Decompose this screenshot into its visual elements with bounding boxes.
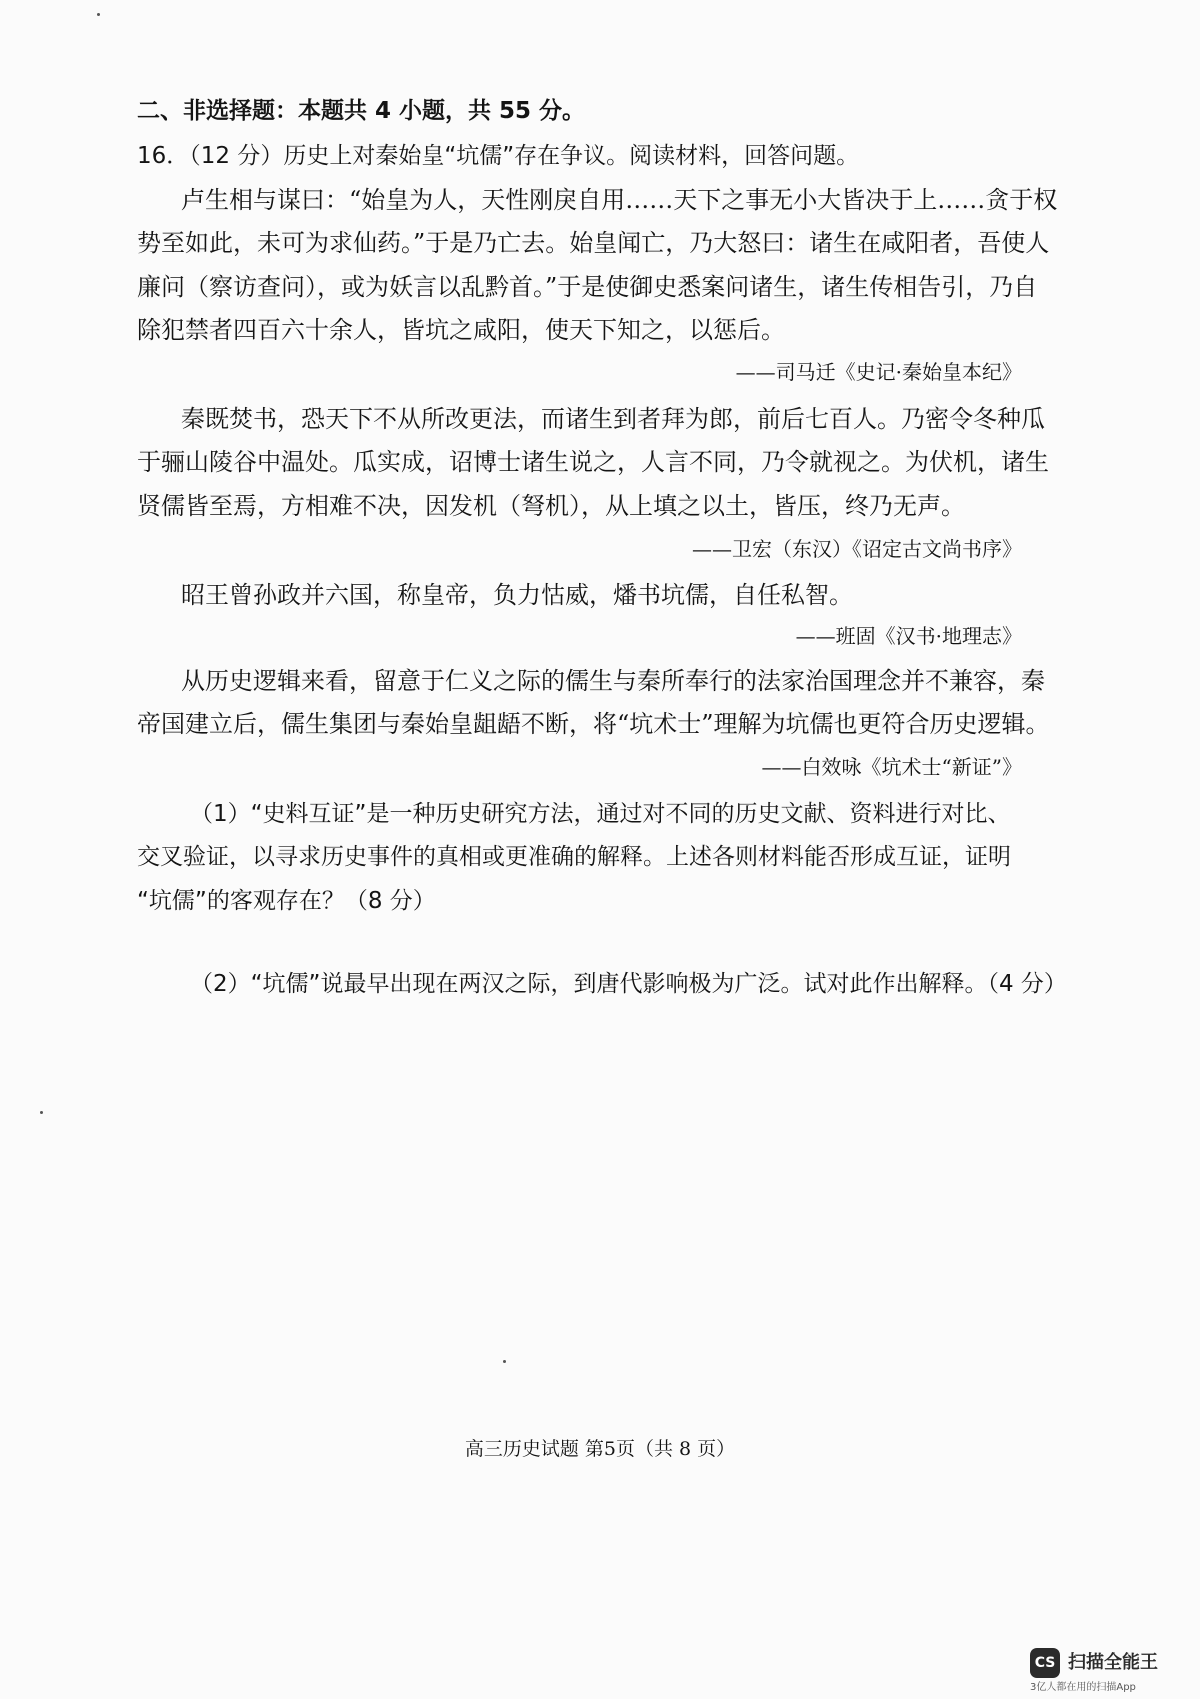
- material-line: 卢生相与谋曰：“始皇为人，天性刚戾自用……天下之事无小大皆决于上……贪于权: [181, 186, 1058, 214]
- section-heading: 二、非选择题：本题共 4 小题，共 55 分。: [137, 98, 586, 124]
- sub-question-line: 交叉验证，以寻求历史事件的真相或更准确的解释。上述各则材料能否形成互证，证明: [137, 844, 1011, 870]
- material-line: 秦既焚书，恐天下不从所改更法，而诸生到者拜为郎，前后七百人。乃密令冬种瓜: [181, 405, 1045, 433]
- scan-speck: [503, 1360, 506, 1363]
- sub-question-line: （2）“坑儒”说最早出现在两汉之际，到唐代影响极为广泛。试对此作出解释。（4 分）: [190, 971, 1067, 997]
- material-line: 廉问（察访查问），或为妖言以乱黔首。”于是使御史悉案问诸生，诸生传相告引，乃自: [137, 273, 1038, 301]
- material-line: 于骊山陵谷中温处。瓜实成，诏博士诸生说之，人言不同，乃令就视之。为伏机，诸生: [137, 448, 1049, 476]
- scanner-watermark: [1030, 1648, 1190, 1694]
- sub-question-line: （1）“史料互证”是一种历史研究方法，通过对不同的历史文献、资料进行对比、: [190, 801, 1011, 827]
- page-footer: 高三历史试题 第5页（共 8 页）: [464, 1438, 736, 1460]
- material-line: 除犯禁者四百六十余人，皆坑之咸阳，使天下知之，以惩后。: [137, 316, 785, 344]
- material-source: ——卫宏（东汉）《诏定古文尚书序》: [692, 537, 1022, 561]
- question-stem: 16．（12 分）历史上对秦始皇“坑儒”存在争议。阅读材料，回答问题。: [137, 143, 860, 169]
- scan-speck: [97, 13, 100, 16]
- scanner-tagline: 3亿人都在用的扫描App: [1030, 1682, 1136, 1693]
- material-line: 帝国建立后，儒生集团与秦始皇龃龉不断，将“坑术士”理解为坑儒也更符合历史逻辑。: [137, 710, 1050, 738]
- material-line: 贤儒皆至焉，方相难不决，因发机（弩机），从上填之以土，皆压，终乃无声。: [137, 492, 965, 520]
- material-source: ——班固《汉书·地理志》: [795, 624, 1022, 648]
- scan-speck: [40, 1111, 43, 1114]
- material-line: 势至如此，未可为求仙药。”于是乃亡去。始皇闻亡，乃大怒曰：诸生在咸阳者，吾使人: [137, 229, 1050, 257]
- material-line: 从历史逻辑来看，留意于仁义之际的儒生与秦所奉行的法家治国理念并不兼容，秦: [181, 667, 1045, 695]
- material-source: ——司马迁《史记·秦始皇本纪》: [735, 360, 1022, 384]
- material-line: 昭王曾孙政并六国，称皇帝，负力怙威，燔书坑儒，自任私智。: [181, 581, 853, 609]
- scanner-logo-icon: CS: [1030, 1648, 1060, 1678]
- material-source: ——白效咏《坑术士“新证”》: [761, 755, 1022, 779]
- sub-question-line: “坑儒”的客观存在？（8 分）: [137, 888, 436, 914]
- scanner-app-name: 扫描全能王: [1068, 1652, 1158, 1673]
